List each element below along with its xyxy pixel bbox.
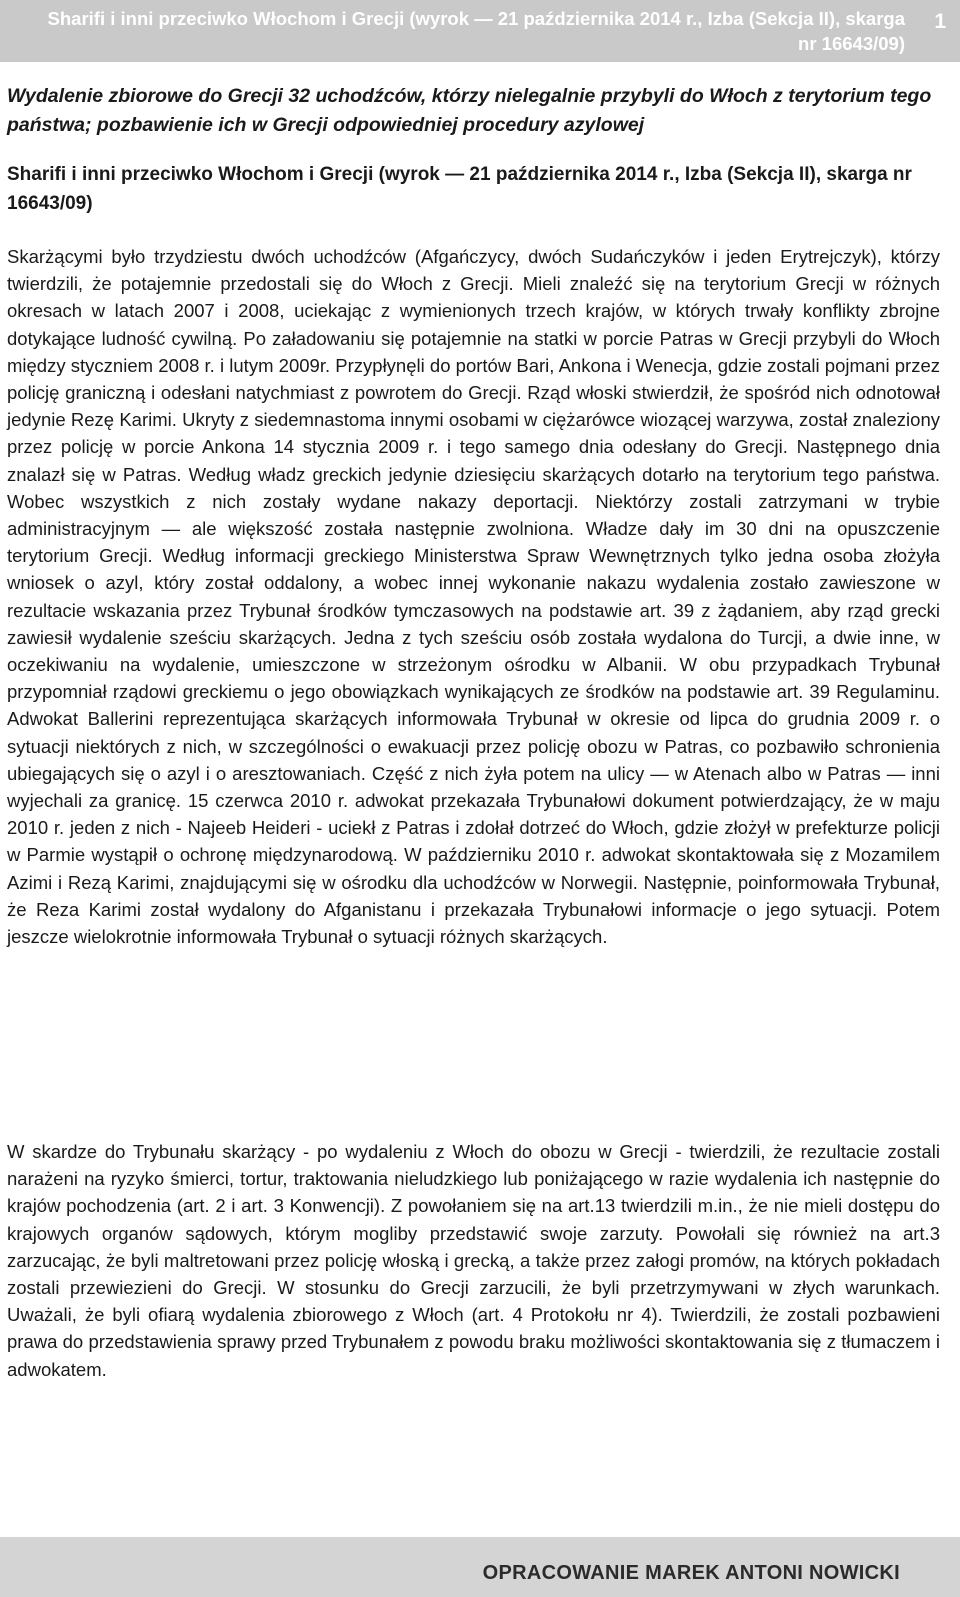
footer-author: OPRACOWANIE MAREK ANTONI NOWICKI bbox=[482, 1562, 900, 1584]
case-title: Sharifi i inni przeciwko Włochom i Grecji (wyrok — 21 października 2014 r., Izba (Sekcja II), skarga nr 16643/09) bbox=[7, 164, 912, 214]
document-subject: Wydalenie zbiorowe do Grecji 32 uchodźców, którzy nielegalnie przybyli do Włoch z terytorium tego państwa; pozbawienie ich w Grecji odpowiedniej procedury azylowej bbox=[7, 85, 932, 136]
paragraph-facts-text: Skarżącymi było trzydziestu dwóch uchodźców (Afgańczycy, dwóch Sudańczyków i jeden Erytrejczyk), którzy twierdzili, że potajemnie przedostali się do Włoch z Grecji. Mieli znaleźć się na terytorium Grecji w różnych okresach w latach 2007 i 2008, uciekając z wymienionych trzech krajów, w których trwały konflikty zbrojne dotykające ludność cywilną. Po załadowaniu się potajemnie na statki w porcie Patras w Grecji przybyli do Włoch między styczniem 2008 r. i lutym 2009r. Przypłynęli do portów Bari, Ankona i Wenecja, gdzie zostali pojmani przez policję graniczną i odesłani natychmiast z powrotem do Grecji. Rząd włoski stwierdził, że spośród nich odnotował jedynie Rezę Karimi. Ukryty z siedemnastoma innymi osobami w ciężarówce wiozącej warzywa, został znaleziony przez policję w porcie Ankona 14 stycznia 2009 r. i tego samego dnia odesłany do Grecji. Następnego dnia znalazł się w Patras. Według władz greckich jedynie dziesięciu skarżących dotarło na terytorium tego państwa. Wobec wszystkich z nich zostały wydane nakazy deportacji. Niektórzy zostali zatrzymani w trybie administracyjnym — ale większość została następnie zwolniona. Władze dały im 30 dni na opuszczenie terytorium Grecji. Według informacji greckiego Ministerstwa Spraw Wewnętrznych tylko jedna osoba złożyła wniosek o azyl, który został oddalony, a wobec innej wykonanie nakazu wydalenia zostało zawieszone w rezultacie wskazania przez Trybunał środków tymczasowych na podstawie art. 39 z żądaniem, aby rząd grecki zawiesił wydalenie sześciu skarżących. Jedna z tych sześciu osób została wydalona do Turcji, a dwie inne, w oczekiwaniu na wydalenie, umieszczone w strzeżonym ośrodku w Albanii. W obu przypadkach Trybunał przypomniał rządowi greckiemu o jego obowiązkach wynikających ze środków na podstawie art. 39 Regulaminu. Adwokat Ballerini reprezentująca skarżących informowała Trybunał w okresie od lipca do grudnia 2009 r. o sytuacji niektórych z nich, w szczególności o ewakuacji przez policję obozu w Patras, co pozbawiło schronienia ubiegających się o azyl i o aresztowaniach. Część z nich żyła potem na ulicy — w Atenach albo w Patras — inni wyjechali za granicę. 15 czerwca 2010 r. adwokat przekazała Trybunałowi dokument potwierdzający, że w maju 2010 r. jeden z nich - Najeeb Heideri - uciekł z Patras i zdołał dotrzeć do Włoch, gdzie złożył w prefekturze policji w Parmie wystąpił o ochronę międzynarodową. W październiku 2010 r. adwokat skontaktowała się z Mozamilem Azimi i Rezą Karimi, znajdującymi się w ośrodku dla uchodźców w Norwegii. Następnie, poinformowała Trybunał, że Reza Karimi został wydalony do Afganistanu i przekazała Trybunałowi informacje o jego sytuacji. Potem jeszcze wielokrotnie informowała Trybunał o sytuacji różnych skarżących. bbox=[7, 246, 940, 948]
paragraph-complaint: W skardze do Trybunału skarżący - po wydaleniu z Włoch do obozu w Grecji - twierdzili, że rezultacie zostali narażeni na ryzyko śmierci, tortur, traktowania nieludzkiego lub poniżającego w razie wydalenia ich następnie do krajów pochodzenia (art. 2 i art. 3 Konwencji). Z powołaniem się na art.13 twierdzili m.in., że nie mieli dostępu do krajowych organów sądowych, którym mogliby przedstawić swoje zarzuty. Powołali się również na art.3 zarzucając, że byli maltretowani przez policję włoską i grecką, a także przez załogi promów, na których pokładach zostali przewiezieni do Grecji. W stosunku do Grecji zarzucili, że byli przetrzymywani w złych warunkach. Uważali, że byli ofiarą wydalenia zbiorowego z Włoch (art. 4 Protokołu nr 4). Twierdzili, że zostali pozbawieni prawa do przedstawienia sprawy przed Trybunałem z powodu braku możliwości skontaktowania się z tłumaczem i adwokatem. bbox=[7, 1141, 940, 1380]
running-header-title: Sharifi i inni przeciwko Włochom i Grecji (wyrok — 21 października 2014 r., Izba (Sekcja II), skarga nr 16643/09) bbox=[47, 8, 905, 54]
page-footer bbox=[0, 1537, 960, 1597]
paragraph-facts bbox=[7, 243, 940, 950]
page-header bbox=[0, 0, 960, 62]
page-number: 1 bbox=[934, 10, 946, 33]
